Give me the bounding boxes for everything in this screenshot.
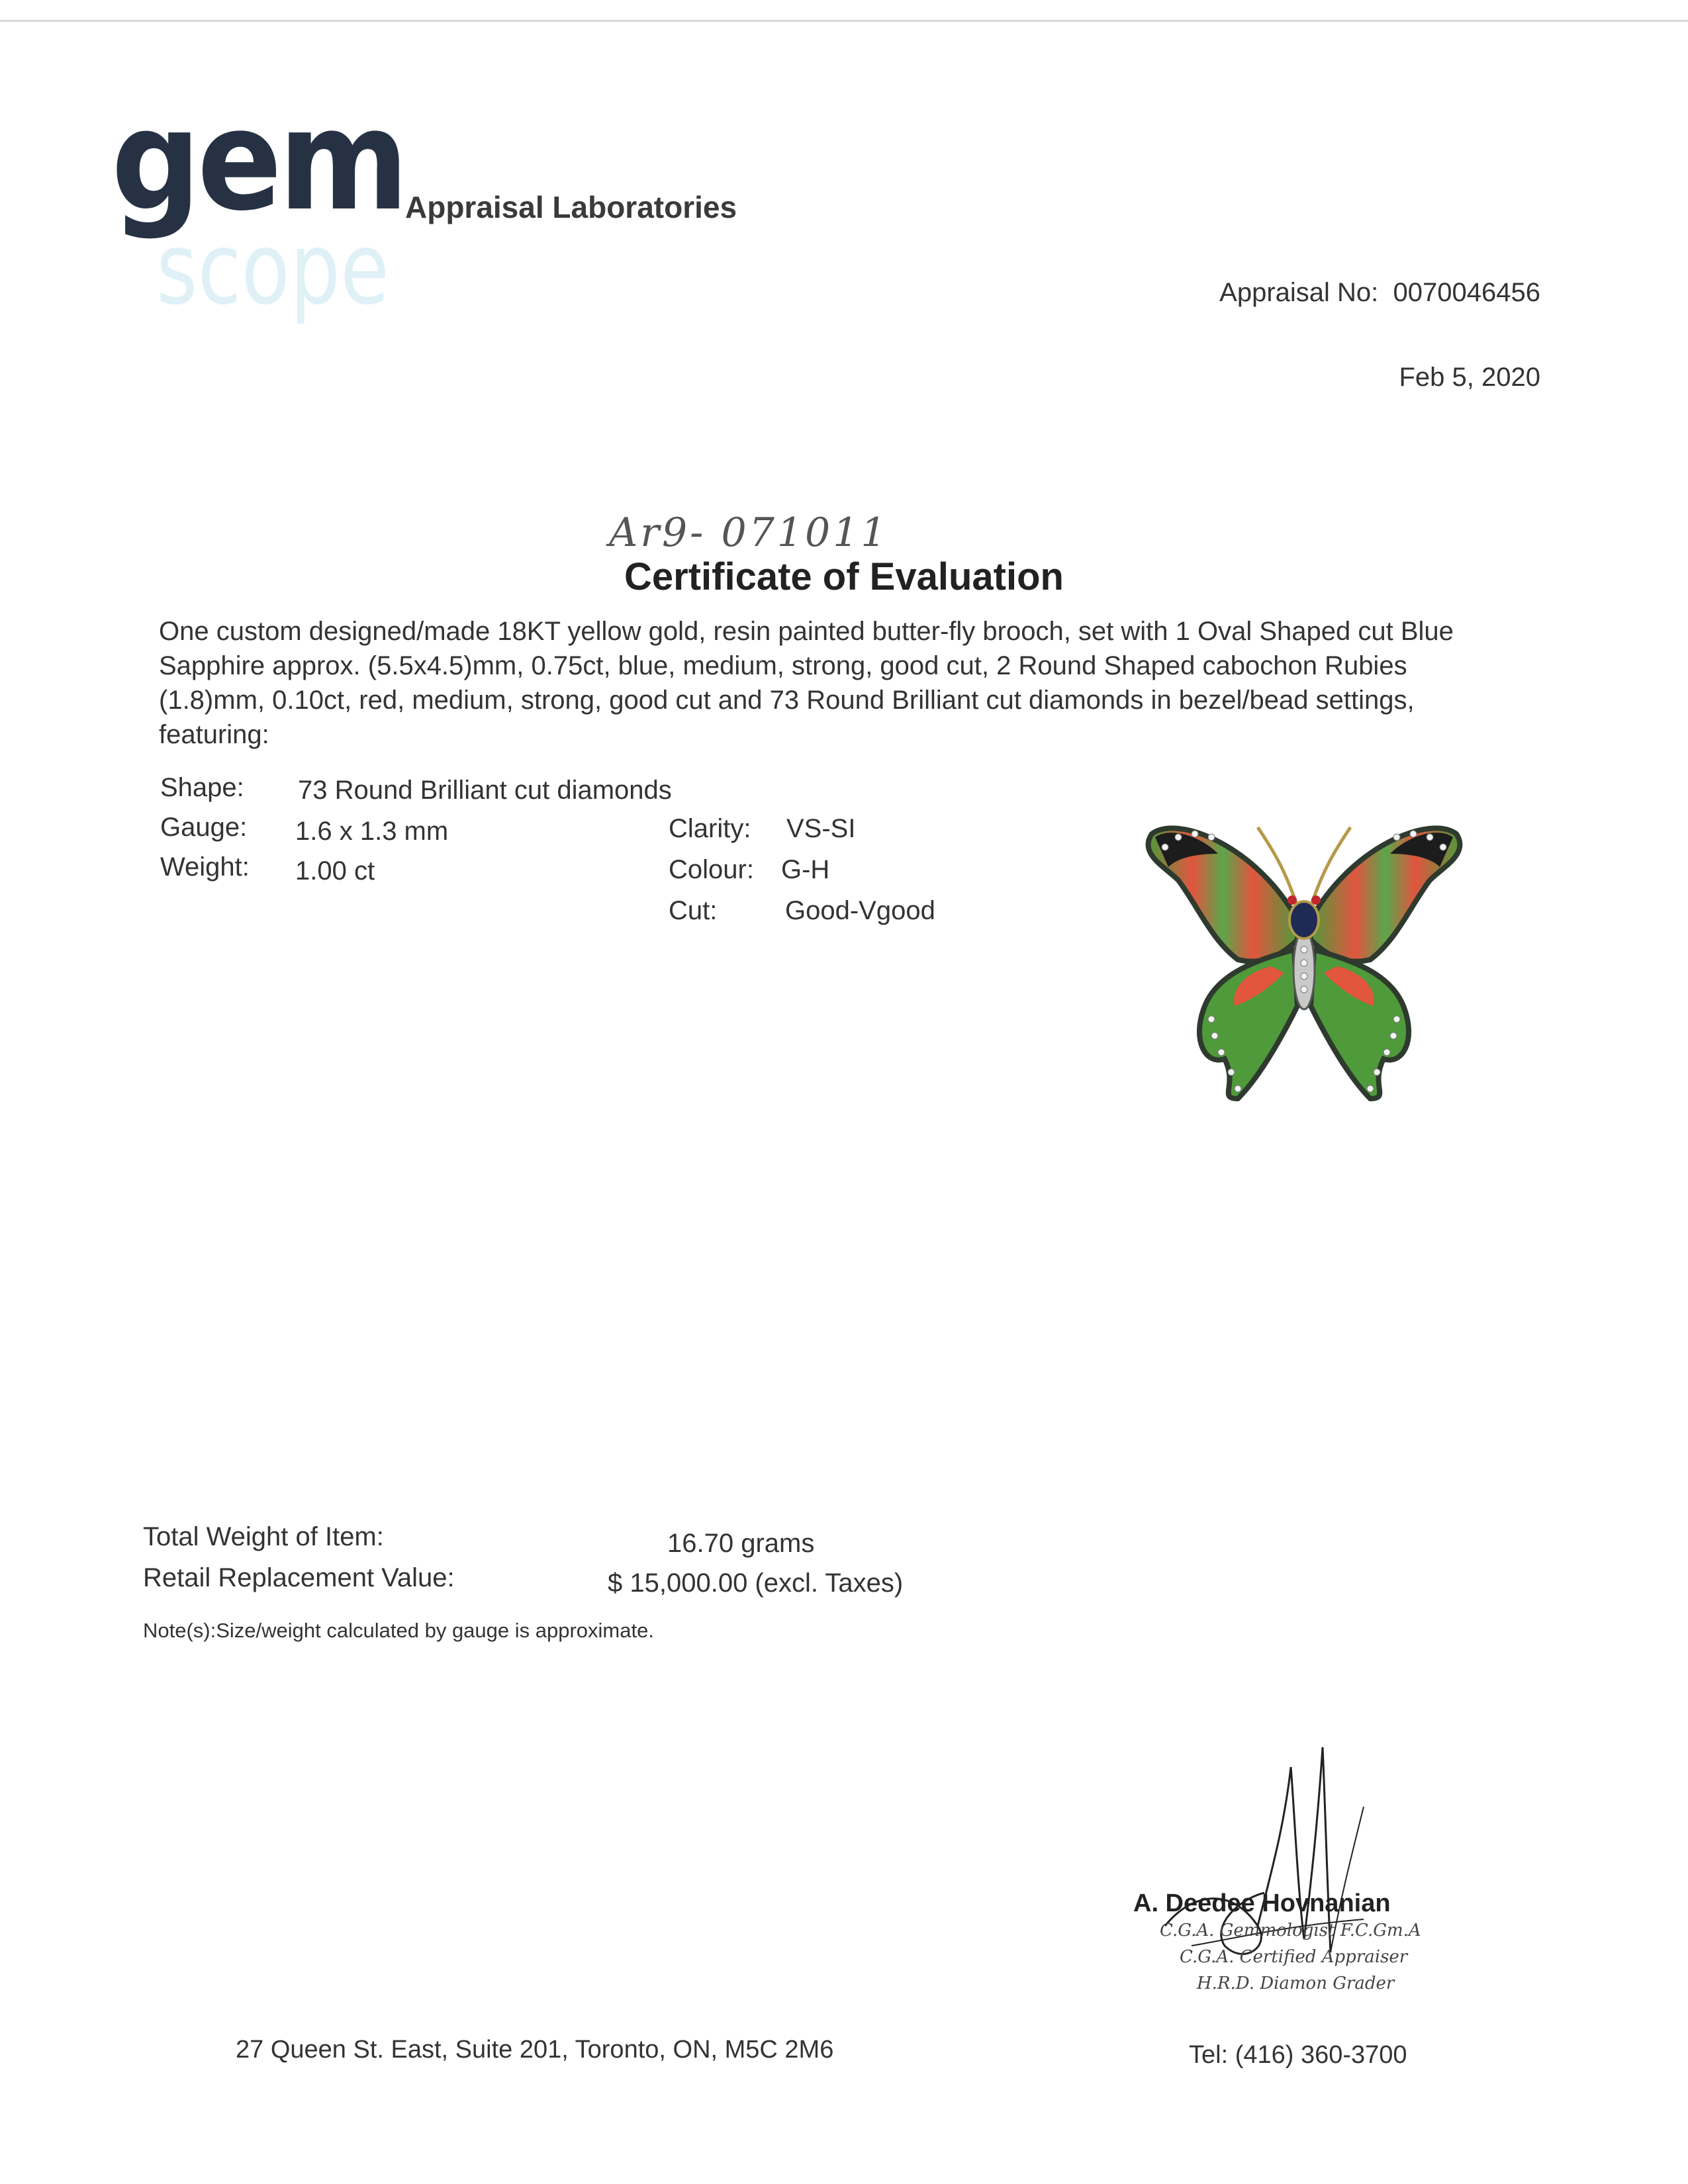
signatory-credential-3: H.R.D. Diamon Grader: [1197, 1974, 1395, 1993]
colour-value: G-H: [781, 855, 830, 884]
appraisal-number-line: [1219, 278, 1540, 308]
signatory-credential-2: C.G.A. Certified Appraiser: [1180, 1947, 1408, 1967]
gauge-value: 1.6 x 1.3 mm: [295, 817, 449, 846]
total-weight-label: Total Weight of Item:: [143, 1522, 384, 1551]
logo-scope-text: scope: [156, 212, 389, 327]
clarity-value: VS-SI: [786, 814, 856, 843]
appraisal-number: 0070046456: [1393, 278, 1540, 307]
signatory-name: A. Deedee Hovnanian: [1133, 1889, 1391, 1917]
appraisal-date: Feb 5, 2020: [1399, 363, 1540, 392]
signatory-credential-1: C.G.A. Gemmologist F.C.Gm.A: [1160, 1921, 1421, 1940]
weight-value: 1.00 ct: [295, 856, 375, 886]
logo-gem-text: gem: [111, 79, 406, 242]
cut-value: Good-Vgood: [785, 896, 935, 925]
retail-value-label: Retail Replacement Value:: [143, 1563, 455, 1592]
lab-name: Appraisal Laboratories: [405, 190, 737, 224]
appraisal-number-label: Appraisal No:: [1219, 278, 1379, 307]
top-edge-line: [0, 20, 1688, 22]
footer-telephone: Tel: (416) 360-3700: [1189, 2041, 1407, 2069]
handwritten-reference: Ar9- 071011: [609, 510, 889, 556]
cut-label: Cut:: [669, 896, 718, 925]
gauge-label: Gauge:: [160, 813, 248, 842]
footer-address: 27 Queen St. East, Suite 201, Toronto, ON, M5C 2M6: [236, 2036, 834, 2064]
certificate-title: Certificate of Evaluation: [624, 555, 1064, 598]
butterfly-brooch-image: [1139, 807, 1470, 1105]
shape-value: 73 Round Brilliant cut diamonds: [298, 776, 672, 805]
item-description: One custom designed/made 18KT yellow gold, resin painted butter-fly brooch, set with 1 Oval Shaped cut Blue Sapphire approx. (5.5x4.5)mm, 0.75ct, blue, medium, strong, good cut, 2 Round Shaped cabochon Rubies (1.8)mm, 0.10ct, red, medium, strong, good cut and 73 Round Brilliant cut diamonds in bezel/bead settings, featuring:: [159, 617, 1454, 749]
weight-label: Weight:: [160, 852, 250, 882]
total-weight-value: 16.70 grams: [667, 1529, 815, 1558]
clarity-label: Clarity:: [669, 814, 751, 843]
retail-value: $ 15,000.00 (excl. Taxes): [608, 1569, 904, 1598]
colour-label: Colour:: [669, 855, 754, 884]
note-text: Note(s):Size/weight calculated by gauge is approximate.: [143, 1619, 654, 1642]
shape-label: Shape:: [160, 773, 244, 802]
